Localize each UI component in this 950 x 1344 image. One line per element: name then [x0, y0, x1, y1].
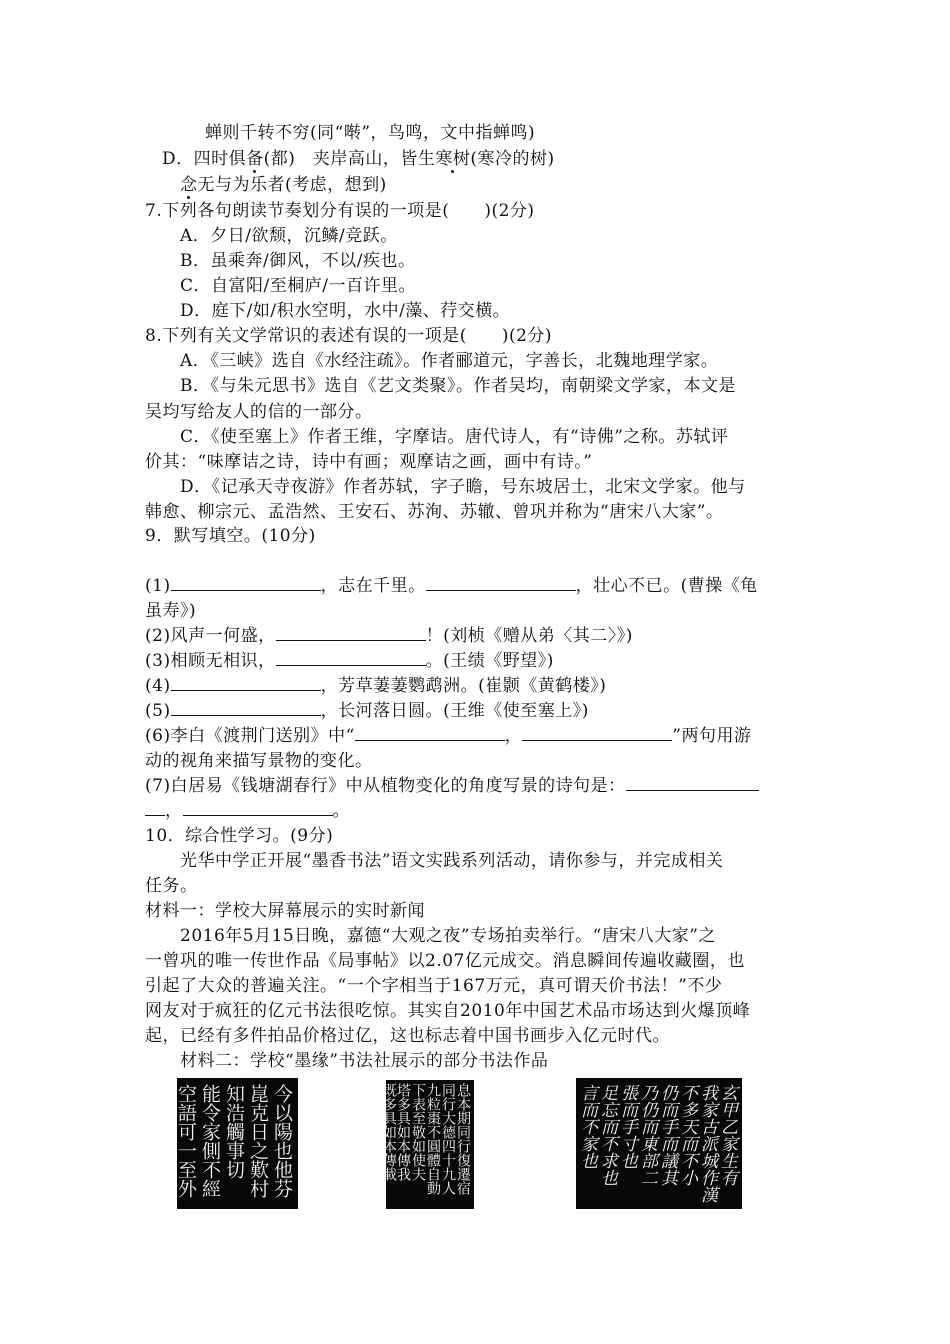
- calligraphy-column: 足忘而不求也: [597, 1084, 617, 1186]
- fill-5: [145, 699, 589, 723]
- calligraphy-column: 仍而手而議其: [657, 1084, 677, 1186]
- calligraphy-column: 既多具如本傳載: [381, 1083, 397, 1181]
- text: 无与为乐者(考虑，想到): [197, 175, 387, 195]
- text: (5): [145, 701, 171, 721]
- calligraphy-column: 空語可一至外: [175, 1084, 197, 1198]
- q10-intro: 光华中学正开展“墨香书法”语文实践系列活动，请你参与，并完成相关: [180, 851, 724, 871]
- calligraphy-column: 下表至敬如使夫: [410, 1083, 426, 1181]
- text: ”两句用游: [672, 726, 752, 746]
- text: (4): [145, 676, 171, 696]
- fill-6-cont: 动的视角来描写景物的变化。: [145, 751, 373, 771]
- text: (7)白居易《钱塘湖春行》中从植物变化的角度写景的诗句是：: [145, 776, 626, 796]
- fill-3: [145, 649, 554, 673]
- q8-option-c-cont: 价其：“味摩诘之诗，诗中有画；观摩诘之画，画中有诗。”: [145, 452, 593, 472]
- q8-option-d: D．《记承天寺夜游》作者苏轼，字子瞻，号东坡居士，北宋文学家。他与: [180, 477, 746, 497]
- q8-option-a: A．《三峡》选自《水经注疏》。作者郦道元，字善长，北魏地理学家。: [180, 351, 719, 371]
- calligraphy-column: 我家古派城作漢: [697, 1084, 717, 1203]
- text: 。: [332, 801, 350, 821]
- calligraphy-column: 同行大德四十九人: [440, 1083, 456, 1195]
- answer-blank[interactable]: [171, 574, 321, 591]
- text: 。(王绩《野望》): [425, 651, 554, 671]
- text: (都) 夹岸高山，皆生: [263, 149, 436, 169]
- material-1-text: 2016年5月15日晚，嘉德“大观之夜”专场拍卖举行。“唐宋八大家”之: [180, 926, 716, 946]
- option-d-line: [162, 147, 555, 171]
- text: (寒冷的树): [470, 149, 555, 169]
- calligraphy-column: 乃仍而東部二: [637, 1084, 657, 1186]
- calligraphy-column: 塔多具如本傳我: [395, 1083, 411, 1181]
- text: ，: [165, 801, 183, 821]
- dotted-char: 寒树: [435, 149, 471, 169]
- calligraphy-image-1: [177, 1078, 298, 1209]
- text: ，长河落日圆。(王维《使至塞上》): [320, 701, 589, 721]
- fill-7-cont: [145, 799, 350, 823]
- answer-blank[interactable]: [355, 724, 505, 741]
- text: (3)相顾无相识，: [145, 651, 276, 671]
- calligraphy-column: 言而不家也: [577, 1084, 597, 1169]
- question-8: 8.下列有关文学常识的表述有误的一项是( )(2分): [145, 326, 553, 346]
- material-1-text: 一曾巩的唯一传世作品《局事帖》以2.07亿元成交。消息瞬间传遍收藏圈，也: [145, 951, 745, 971]
- material-1-text: 引起了大众的普遍关注。“一个字相当于167万元，真可谓天价书法！”不少: [145, 976, 723, 996]
- q8-option-d-cont: 韩愈、柳宗元、孟浩然、王安石、苏洵、苏辙、曾巩并称为“唐宋八大家”。: [145, 502, 724, 522]
- q7-option-b: B．虽乘奔/御风，不以/疾也。: [180, 251, 416, 271]
- material-1-text: 起，已经有多件拍品价格过亿，这也标志着中国书画步入亿元时代。: [145, 1026, 670, 1046]
- calligraphy-column: 張而手寸也: [617, 1084, 637, 1169]
- q7-option-c: C．自富阳/至桐庐/一百许里。: [180, 276, 416, 296]
- calligraphy-image-2: [381, 1080, 474, 1209]
- answer-blank[interactable]: [171, 699, 321, 716]
- text: ，壮心不已。(曹操《龟: [575, 576, 758, 596]
- answer-blank[interactable]: [276, 649, 426, 666]
- text: (6)李白《渡荆门送别》中“: [145, 726, 355, 746]
- calligraphy-column: 崑克日之歎村: [247, 1084, 269, 1198]
- q8-option-b-cont: 吴均写给友人的信的一部分。: [145, 402, 373, 422]
- answer-blank[interactable]: [145, 799, 165, 816]
- answer-blank[interactable]: [426, 574, 576, 591]
- answer-blank[interactable]: [276, 624, 426, 641]
- text: ，: [504, 726, 523, 746]
- fill-6: [145, 724, 751, 748]
- fill-1-cont: 虽寿》): [145, 601, 197, 621]
- dotted-char: 念: [180, 175, 198, 195]
- text: ，志在千里。: [320, 576, 426, 596]
- dotted-char: 备: [246, 149, 264, 169]
- text: (2)风声一何盛，: [145, 626, 276, 646]
- calligraphy-column: 能令家側不經: [199, 1084, 221, 1198]
- q8-option-b: B．《与朱元思书》选自《艺文类聚》。作者吴均，南朝梁文学家，本文是: [180, 376, 736, 396]
- calligraphy-column: 知浩觸事切: [223, 1084, 245, 1179]
- material-1-text: 网友对于疯狂的亿元书法很吃惊。其实自2010年中国艺术品市场达到火爆顶峰: [145, 1001, 751, 1021]
- text: (1): [145, 576, 171, 596]
- q7-option-a: A．夕日/欲颓，沉鳞/竞跃。: [180, 226, 398, 246]
- question-9: 9．默写填空。(10分): [145, 526, 316, 546]
- calligraphy-column: 不多天而不小: [677, 1084, 697, 1186]
- text-line: 蝉则千转不穷(同“啭”，鸟鸣，文中指蝉鸣): [205, 123, 536, 143]
- answer-blank[interactable]: [171, 674, 321, 691]
- q7-option-d: D．庭下/如/积水空明，水中/藻、荇交横。: [180, 301, 511, 321]
- calligraphy-column: 今以陽也他芬: [271, 1084, 293, 1198]
- calligraphy-column: 玄甲乙家生有: [717, 1084, 737, 1186]
- question-7: 7.下列各句朗读节奏划分有误的一项是( )(2分): [145, 201, 535, 221]
- answer-blank[interactable]: [626, 774, 759, 791]
- fill-1: [145, 574, 758, 598]
- fill-2: [145, 624, 633, 648]
- fill-7: [145, 774, 759, 798]
- answer-blank[interactable]: [522, 724, 672, 741]
- material-1-title: 材料一：学校大屏幕展示的实时新闻: [145, 901, 425, 921]
- calligraphy-image-3: [576, 1078, 742, 1209]
- fill-4: [145, 674, 606, 698]
- answer-blank[interactable]: [183, 799, 333, 816]
- calligraphy-column: 九粒棗不圓體自動: [425, 1083, 441, 1195]
- text: ！(刘桢《赠从弟〈其二〉》): [425, 626, 633, 646]
- calligraphy-column: 息本期同行復遷宿: [455, 1083, 471, 1195]
- q10-intro-cont: 任务。: [145, 876, 198, 896]
- question-10: 10．综合性学习。(9分): [145, 826, 334, 846]
- text: D．四时俱: [162, 149, 247, 169]
- text-line: [180, 173, 387, 197]
- q8-option-c: C．《使至塞上》作者王维，字摩诘。唐代诗人，有“诗佛”之称。苏轼评: [180, 427, 729, 447]
- material-2-title: 材料二：学校“墨缘”书法社展示的部分书法作品: [180, 1051, 549, 1071]
- text: ，芳草萋萋鹦鹉洲。(崔颢《黄鹤楼》): [320, 676, 607, 696]
